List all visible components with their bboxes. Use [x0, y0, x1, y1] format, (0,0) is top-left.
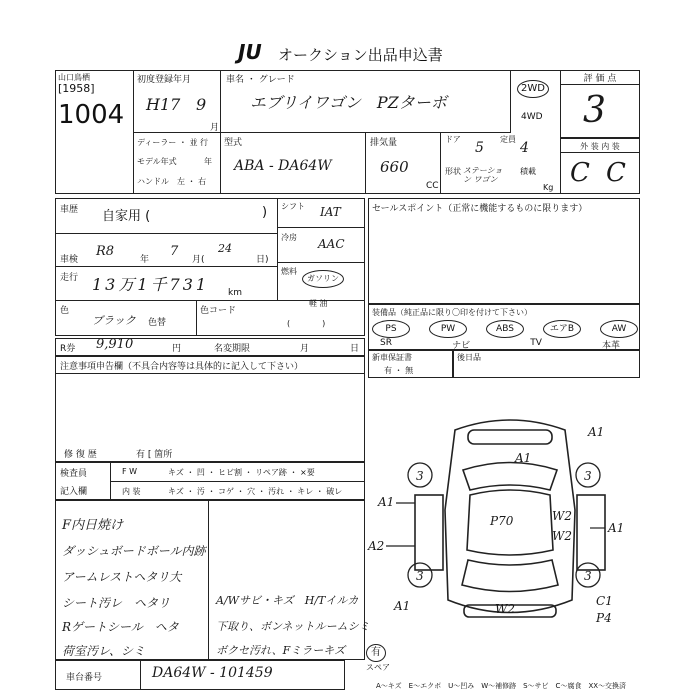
- model-year-label: モデル年式: [137, 157, 177, 166]
- mark-p4: P4: [596, 611, 612, 625]
- inspection-day-unit: 日): [256, 255, 269, 265]
- mark-a1-left: A1: [378, 495, 395, 509]
- shape-value: ステーション ワゴン: [463, 166, 503, 184]
- mark-p70: P70: [490, 514, 514, 528]
- equip-abs: ABS: [486, 320, 524, 338]
- note-right-2: 下取り、ボンネットルームシミ: [216, 620, 370, 633]
- shape-label: 形状: [445, 167, 461, 176]
- first-reg-label: 初度登録年月: [137, 75, 192, 85]
- color-label: 色: [60, 306, 70, 316]
- warranty-value: 有 ・ 無: [384, 366, 414, 375]
- inspection-year-unit: 年: [140, 255, 150, 265]
- spare-label: スペア: [366, 663, 390, 672]
- inspection-month: 7: [170, 244, 179, 259]
- score-value: 3: [583, 90, 606, 131]
- fuel-other: ( ): [287, 319, 326, 328]
- note-2: ダッシュボードボール内跡: [62, 544, 206, 558]
- note-right-1: A/Wサビ・キズ H/Tイルカ: [216, 594, 359, 607]
- dealer-code: [1958]: [58, 82, 95, 95]
- score-label: 評 価 点: [560, 71, 640, 85]
- handwritten-divider: [208, 500, 210, 660]
- inspector-label-2: 記入欄: [60, 487, 88, 497]
- ext-grade: C: [570, 158, 590, 188]
- equipment-label: 装備品（純正品に限り〇印を付けて下さい）: [372, 308, 532, 317]
- note-4: シート汚レ ヘタリ: [62, 596, 171, 610]
- usage-label: 車歴: [60, 205, 79, 215]
- model-year-unit: 年: [204, 157, 212, 166]
- repair-value: 有 [ 箇所: [136, 450, 173, 460]
- auction-logo: JU: [238, 40, 262, 64]
- mark-w2-bottom: W2: [495, 602, 515, 616]
- capacity-value: 4: [520, 140, 529, 156]
- equip-airbag: エアB: [543, 320, 581, 338]
- first-reg-month: 9: [196, 95, 207, 114]
- interior-items: キズ ・ 汚 ・ コゲ ・ 穴 ・ 汚れ ・ キレ ・ 破レ: [168, 487, 343, 496]
- usage-value: 自家用 (: [102, 209, 151, 224]
- spare-mark: 有: [366, 644, 386, 662]
- fw-label: F W: [122, 467, 138, 476]
- doors-label: ドア: [445, 135, 461, 144]
- name-change-month: 月: [300, 344, 310, 354]
- frame-value: DA64W - 101459: [152, 665, 273, 681]
- mark-a1-bottomleft: A1: [394, 599, 411, 613]
- inspection-label: 車検: [60, 255, 79, 265]
- int-grade: C: [606, 158, 626, 188]
- equip-sr: SR: [380, 338, 392, 348]
- drive-2wd: 2WD: [517, 80, 549, 98]
- frame-label: 車台番号: [66, 673, 103, 683]
- divider-2: [55, 266, 277, 267]
- usage-close: ): [262, 205, 268, 220]
- inspection-month-unit: 月(: [192, 255, 205, 265]
- divider-5: [277, 262, 365, 263]
- notes-label: 注意事項申告欄（不具合内容等は具体的に記入して下さい）: [60, 362, 304, 372]
- name-change-day: 日: [350, 344, 360, 354]
- mark-w2-right: W2: [552, 509, 572, 523]
- later-item-cell: [453, 350, 640, 378]
- left-side: [415, 495, 443, 570]
- later-item-label: 後日品: [457, 353, 481, 362]
- note-3: アームレストヘタリ大: [62, 570, 182, 584]
- fuel-diesel: 軽 油: [309, 299, 328, 308]
- fuel-gasoline: ガソリン: [302, 270, 344, 288]
- mileage-unit: km: [228, 288, 242, 298]
- inspector-label-1: 検査員: [60, 469, 88, 479]
- dealer-code-label: 山口鳥栖: [58, 73, 90, 82]
- front-bumper: [468, 430, 552, 444]
- legend: A～キズ E～エクボ U～凹み W～補修跡 S～サビ C～腐食 XX～交換済: [376, 682, 627, 690]
- equip-aw: AW: [600, 320, 638, 338]
- divider-1: [55, 233, 277, 234]
- right-side: [577, 495, 605, 570]
- color-change-label: 色替: [148, 318, 167, 328]
- name-change-label: 名変期限: [214, 344, 251, 354]
- weight-unit: Kg: [543, 183, 554, 192]
- repair-label: 修 復 歴: [64, 450, 97, 460]
- frame-divider: [140, 660, 142, 690]
- note-right-3: ボクセ汚れ、Fミラーキズ: [216, 644, 346, 657]
- displacement-value: 660: [380, 158, 409, 176]
- car-diagram: [360, 400, 660, 660]
- recycle-unit: 円: [172, 344, 182, 354]
- mark-w2-side: W2: [552, 529, 572, 543]
- equip-navi: ナビ: [452, 341, 471, 351]
- ext-int-label: 外 装 内 装: [560, 141, 640, 153]
- mileage-label: 走行: [60, 273, 79, 283]
- wheel-rl-score: 3: [416, 569, 424, 583]
- mark-a1-topright: A1: [588, 425, 605, 439]
- wheel-fl-score: 3: [416, 469, 424, 483]
- equip-tv: TV: [530, 338, 542, 348]
- note-6: 荷室汚レ、シミ: [62, 644, 146, 658]
- mark-c1: C1: [596, 594, 613, 608]
- mark-a1-right: A1: [608, 521, 625, 535]
- form-title: オークション出品申込書: [278, 46, 443, 64]
- equip-ps: PS: [372, 320, 410, 338]
- first-reg-month-unit: 月: [210, 123, 220, 133]
- sales-point-label: セールスポイント（正常に機能するものに限ります）: [372, 204, 588, 214]
- handle-label: ハンドル 左 ・ 右: [137, 177, 207, 186]
- first-reg-year: H17: [146, 95, 181, 114]
- inspection-day: 24: [218, 242, 232, 255]
- divider-4: [277, 227, 365, 228]
- wheel-rr-score: 3: [584, 569, 592, 583]
- aircon-value: AAC: [318, 237, 345, 251]
- windshield: [463, 463, 557, 491]
- mileage-value: 13万1千731: [92, 275, 210, 294]
- note-5: Rゲートシール ヘタ: [62, 620, 179, 634]
- rear-window: [462, 560, 558, 592]
- warranty-label: 新車保証書: [372, 353, 412, 362]
- equip-pw: PW: [429, 320, 467, 338]
- lot-number: 1004: [58, 100, 125, 130]
- name-grade-value: エブリイワゴン PZターボ: [250, 93, 447, 112]
- wheel-fr-score: 3: [584, 469, 592, 483]
- name-grade-label: 車名 ・ グレード: [226, 75, 295, 85]
- shift-value: IAT: [320, 205, 341, 219]
- capacity-label: 定員: [500, 135, 516, 144]
- dealer-label: ディーラー ・ 並 行: [137, 138, 208, 147]
- mark-a2: A2: [368, 539, 385, 553]
- equipment-row1: [372, 320, 638, 338]
- inspector-divider: [110, 481, 365, 482]
- note-1: F内日焼け: [62, 518, 124, 533]
- recycle-value: 9,910: [96, 337, 134, 352]
- load-label: 積載: [520, 167, 536, 176]
- displacement-unit: CC: [426, 181, 439, 191]
- color-code-label: 色コード: [200, 306, 237, 316]
- model-label: 型式: [224, 138, 243, 148]
- mark-a1-top: A1: [515, 451, 532, 465]
- shift-label: シフト: [281, 202, 305, 211]
- fuel-label: 燃料: [281, 267, 297, 276]
- equip-leather: 本革: [601, 341, 620, 351]
- displacement-label: 排気量: [370, 138, 398, 148]
- recycle-label: R券: [60, 344, 76, 354]
- color-value: ブラック: [92, 314, 136, 327]
- doors-value: 5: [475, 140, 484, 156]
- aircon-label: 冷房: [281, 233, 297, 242]
- drive-4wd: 4WD: [521, 112, 543, 122]
- notes-label-divider: [55, 373, 365, 374]
- interior-label: 内 装: [122, 487, 141, 496]
- model-value: ABA - DA64W: [234, 158, 332, 174]
- inspection-era: R8: [96, 244, 115, 259]
- fw-items: キズ ・ 凹 ・ ヒビ割 ・ リペア跡 ・ ×要: [168, 468, 315, 477]
